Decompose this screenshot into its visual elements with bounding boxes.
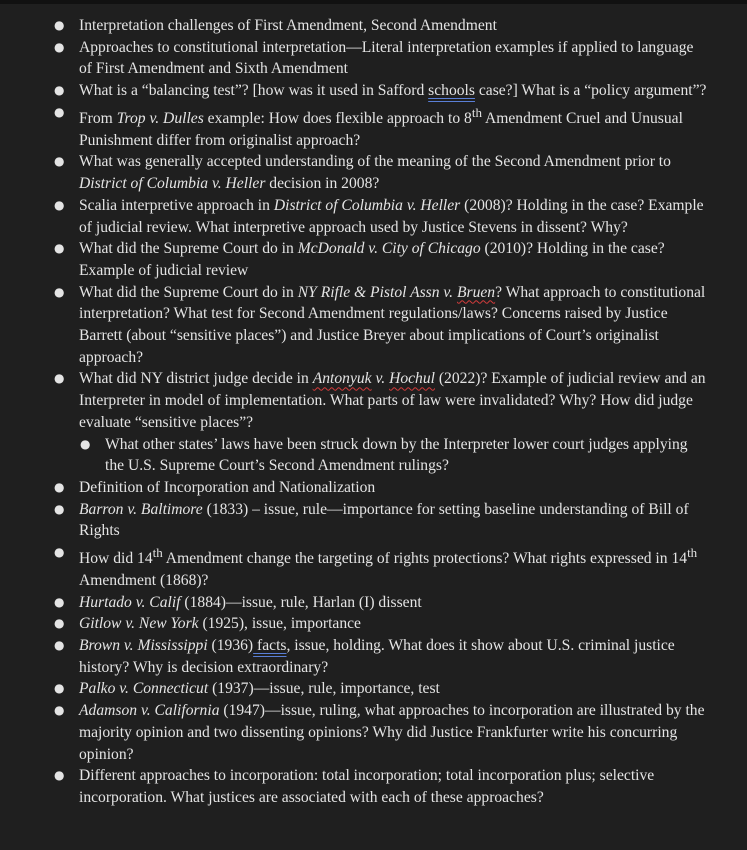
item-text: What did the Supreme Court do in xyxy=(79,283,298,301)
item-text: Approaches to constitutional interpretation—Literal interpretation examples if applied to language of First Amendment and Sixth Amendment xyxy=(79,38,694,78)
list-item xyxy=(54,238,707,281)
bullet-icon: ● xyxy=(54,154,65,169)
item-text: (1925), issue, importance xyxy=(198,615,361,633)
bullet-icon: ● xyxy=(54,768,65,783)
list-item xyxy=(54,765,707,808)
case-name: Hurtado v. Calif xyxy=(79,593,181,611)
item-text: (1833) – issue, rule—importance for setting baseline understanding of Bill of Rights xyxy=(79,500,689,540)
bullet-icon: ● xyxy=(54,681,65,696)
case-name: Trop v. Dulles xyxy=(116,110,204,127)
item-text: What did the Supreme Court do in xyxy=(79,240,298,258)
bullet-icon: ● xyxy=(54,638,65,653)
list-item xyxy=(54,635,707,678)
item-text: (2008)? Holding in the case? Example of judicial review. What interpretive approach used by Justice Stevens in dissent? Why? xyxy=(79,196,704,236)
bullet-icon: ● xyxy=(54,616,65,631)
item-text: Different approaches to incorporation: total incorporation; total incorporation plus; selective incorporation. What justices are associated with each of these approaches? xyxy=(79,767,655,806)
spelling-flag-text: Bruen xyxy=(456,283,496,301)
bullet-icon: ● xyxy=(54,371,65,386)
item-text: Interpretation challenges of First Amendment, Second Amendment xyxy=(79,17,497,34)
case-name: District of Columbia v. Heller xyxy=(79,175,266,193)
bullet-icon: ● xyxy=(54,197,65,212)
case-name: Adamson v. California xyxy=(79,702,220,720)
superscript: th xyxy=(687,545,698,561)
list-item xyxy=(54,592,707,614)
list-item xyxy=(54,499,707,542)
bullet-icon: ● xyxy=(54,39,65,54)
case-name: v. xyxy=(371,370,390,388)
item-text: Amendment Cruel and Unusual Punishment differ from originalist approach? xyxy=(79,110,683,149)
bullet-icon: ● xyxy=(54,83,65,98)
bullet-icon: ● xyxy=(54,703,65,718)
bullet-icon: ● xyxy=(54,501,65,516)
case-name: Brown v. Mississippi xyxy=(79,637,208,655)
list-item xyxy=(54,15,707,37)
case-name: Palko v. Connecticut xyxy=(79,680,209,698)
bullet-icon: ● xyxy=(80,436,91,451)
case-name: Gitlow v. New York xyxy=(79,615,199,633)
item-text: case?] What is a “policy argument”? xyxy=(474,82,707,100)
case-name: McDonald v. City of Chicago xyxy=(297,240,481,258)
item-text: (2022)? Example of judicial review and an Interpreter in model of implementation. What parts of law were invalidated? Why? How did judge evaluate “sensitive places”? xyxy=(79,370,706,431)
item-text: (1947)—issue, ruling, what approaches to incorporation are illustrated by the majority opinion and two dissenting opinions? Why did Justice Frankfurter write his concurring opinion? xyxy=(79,702,705,763)
bullet-icon: ● xyxy=(54,545,65,560)
item-text: How did 14 xyxy=(79,550,153,568)
bullet-icon: ● xyxy=(54,104,65,119)
superscript: th xyxy=(471,104,482,120)
item-text: Amendment change the targeting of rights protections? What rights expressed in 14 xyxy=(162,550,688,568)
list-item xyxy=(54,477,707,499)
item-text: Definition of Incorporation and Nationalization xyxy=(79,478,376,496)
list-item xyxy=(54,700,707,765)
list-item xyxy=(54,678,707,700)
item-text: (1937)—issue, rule, importance, test xyxy=(208,680,440,698)
item-text: What was generally accepted understanding of the meaning of the Second Amendment prior to xyxy=(79,153,671,171)
item-text: (1936) xyxy=(207,637,254,655)
item-text: What other states’ laws have been struck down by the Interpreter lower court judges applying the U.S. Supreme Court’s Second Amendment rulings? xyxy=(105,435,688,475)
bullet-icon: ● xyxy=(54,594,65,609)
bullet-icon: ● xyxy=(54,18,65,32)
item-text: What is a “balancing test”? [how was it used in Safford xyxy=(79,82,429,100)
bullet-icon: ● xyxy=(54,284,65,299)
sub-list xyxy=(79,434,707,477)
spelling-flag-text: Hochul xyxy=(389,370,435,388)
item-text: Amendment (1868)? xyxy=(79,571,209,589)
list-item xyxy=(54,37,707,80)
case-name: District of Columbia v. Heller xyxy=(273,196,461,214)
bullet-icon: ● xyxy=(54,479,65,494)
item-text: , issue, holding. What does it show about U.S. criminal justice history? Why is decision extraordinary? xyxy=(79,637,675,676)
superscript: th xyxy=(152,545,163,561)
item-text: Scalia interpretive approach in xyxy=(79,196,274,214)
list-item xyxy=(54,613,707,635)
list-item xyxy=(54,368,707,477)
list-item xyxy=(54,102,707,152)
bullet-icon: ● xyxy=(54,241,65,256)
item-text: What did NY district judge decide in xyxy=(79,370,313,388)
item-text: From xyxy=(79,110,117,127)
item-text: (1884)—issue, rule, Harlan (I) dissent xyxy=(180,593,422,611)
list-item xyxy=(54,195,707,238)
case-name: Barron v. Baltimore xyxy=(79,500,203,518)
case-name: NY Rifle & Pistol Assn v. xyxy=(297,283,457,301)
grammar-flag-text: facts xyxy=(253,637,287,655)
list-item xyxy=(54,542,707,592)
item-text: example: How does flexible approach to 8 xyxy=(203,110,472,127)
list-item xyxy=(54,80,707,102)
item-text: decision in 2008? xyxy=(265,175,380,193)
item-text: ? What approach to constitutional interpretation? What test for Second Amendment regulations/laws? Concerns raised by Justice Barrett (about “sensitive places”) and Justice Breyer about implications of Court’s originalist approach? xyxy=(79,283,706,366)
sub-list-item xyxy=(80,434,707,477)
list-item xyxy=(54,282,707,369)
list-item xyxy=(54,151,707,194)
spelling-flag-text: Antonyuk xyxy=(312,370,372,388)
study-outline xyxy=(0,4,747,809)
grammar-flag-text: schools xyxy=(428,82,475,100)
item-text: (2010)? Holding in the case? Example of judicial review xyxy=(79,240,665,279)
